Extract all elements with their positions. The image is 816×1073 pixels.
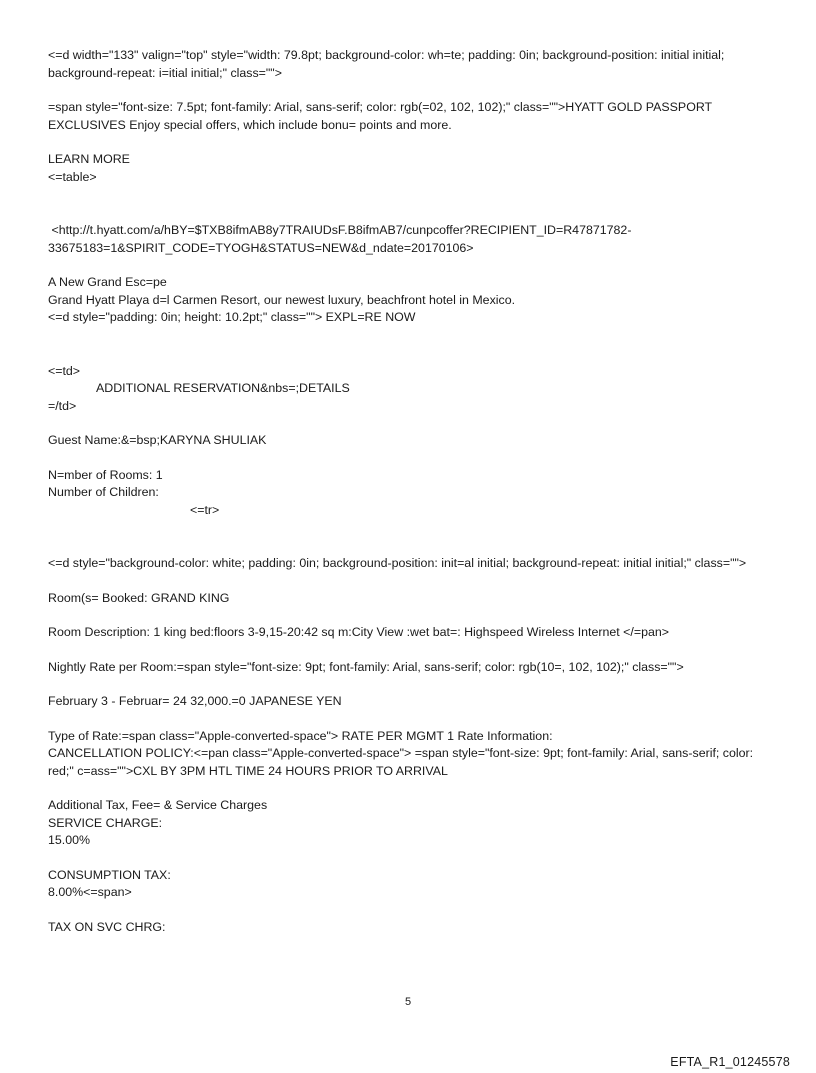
text-line: =/td> (48, 398, 77, 413)
td-style-block (48, 555, 772, 573)
text-line: <=d style="padding: 0in; height: 10.2pt;" class=""> EXPL=RE NOW (48, 310, 416, 324)
rate-type: Type of Rate:=span class="Apple-converted-space"> RATE PER MGMT 1 Rate Information: (48, 728, 553, 743)
tracking-url: <http://t.hyatt.com/a/hBY=$TXB8ifmAB8y7TRAIUDsF.B8ifmAB7/cunpcoffer?RECIPIENT_ID=R47871782-33675183=1&SPIRIT_CODE=TYOGH&STATUS=NEW&d_ndate=20170106> (48, 223, 632, 255)
learn-more-block (48, 151, 772, 186)
consumption-tax-value: 8.00%<=span> (48, 885, 132, 899)
td-width-block (48, 47, 772, 82)
tracking-url-block (48, 222, 772, 257)
bates-number: EFTA_R1_01245578 (670, 1055, 790, 1069)
text-line: LEARN MORE (48, 152, 130, 166)
room-description-block (48, 624, 772, 642)
consumption-tax-block (48, 867, 772, 902)
text-line: Additional Tax, Fee= & Service Charges (48, 798, 268, 812)
rooms-block (48, 467, 772, 520)
text-line: SERVICE CHARGE: (48, 815, 163, 830)
service-charge-block (48, 797, 772, 850)
gold-passport-block (48, 99, 772, 134)
guest-name: Guest Name:&=bsp;KARYNA SHULIAK (48, 433, 267, 447)
text-line: <=td> (48, 363, 81, 378)
text-line: <=table> (48, 169, 97, 184)
text-line: <=tr> (190, 502, 220, 517)
text-line: <=d style="background-color: white; padding: 0in; background-position: init=al initial; background-repeat: initial initial;" class=""> (48, 556, 747, 570)
number-of-rooms: N=mber of Rooms: 1 (48, 467, 163, 482)
text-line: CONSUMPTION TAX: (48, 867, 171, 882)
text-line: <=d width="133" valign="top" style="width: 79.8pt; background-color: wh=te; padding: 0in; background-position: initial initial; background-repeat: i=itial initial;" class=""> (48, 48, 728, 80)
cancellation-policy: CANCELLATION POLICY:<=pan class="Apple-converted-space"> =span style="font-size: 9pt; font-family: Arial, sans-serif; color: red;" c=ass="">CXL BY 3PM HTL TIME 24 HOURS PRIOR TO ARRIVAL (48, 746, 757, 778)
text-line: A New Grand Esc=pe (48, 275, 167, 289)
guest-name-block (48, 432, 772, 450)
room-description: Room Description: 1 king bed:floors 3-9,15-20:42 sq m:City View :wet bat=: Highspeed Wireless Internet </=pan> (48, 625, 670, 639)
rate-policy-block (48, 728, 772, 781)
grand-escape-block (48, 274, 772, 327)
additional-details-block (48, 363, 772, 416)
nightly-rate-block (48, 659, 772, 677)
nightly-rate: Nightly Rate per Room:=span style="font-size: 9pt; font-family: Arial, sans-serif; color: rgb(10=, 102, 102);" class=""> (48, 659, 684, 674)
page-number: 5 (404, 996, 412, 1008)
section-heading: ADDITIONAL RESERVATION&nbs=;DETAILS (96, 381, 350, 395)
svc-tax-block (48, 919, 772, 937)
service-charge-value: 15.00% (48, 833, 91, 847)
rooms-booked-block (48, 590, 772, 608)
date-rate: February 3 - Februar= 24 32,000.=0 JAPANESE YEN (48, 694, 342, 708)
date-rate-block (48, 693, 772, 711)
rooms-booked: Room(s= Booked: GRAND KING (48, 590, 230, 605)
text-line: Grand Hyatt Playa d=l Carmen Resort, our newest luxury, beachfront hotel in Mexico. (48, 292, 516, 307)
document-body (48, 47, 772, 936)
number-of-children: Number of Children: (48, 485, 159, 499)
text-line: TAX ON SVC CHRG: (48, 919, 166, 934)
text-line: =span style="font-size: 7.5pt; font-family: Arial, sans-serif; color: rgb(=02, 102, 102);" class="">HYATT GOLD PASSPORT EXCLUSIVES Enjoy special offers, which include bonu= points and more. (48, 100, 716, 132)
